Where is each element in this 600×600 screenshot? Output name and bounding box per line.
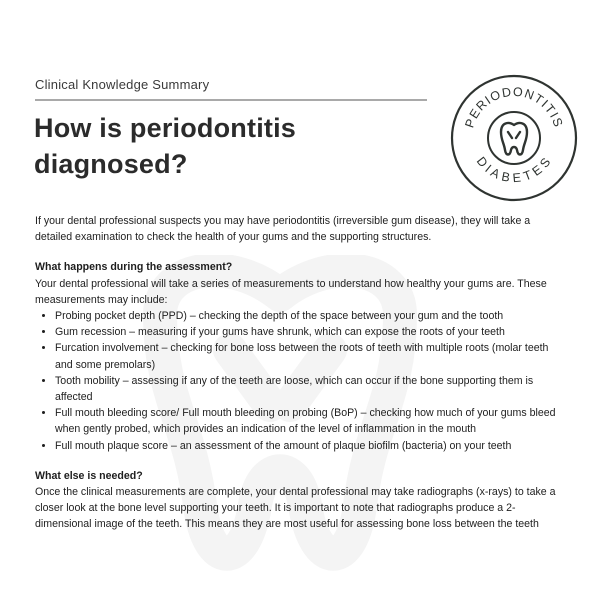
document-body — [35, 213, 567, 533]
page-title: How is periodontitis diagnosed? — [34, 113, 297, 179]
section-paragraph: Once the clinical measurements are complete, your dental professional may take radiographs (x-rays) to take a closer look at the bone level supporting your teeth. It is important to note that radiographs produce a 2-dimensional image of the teeth. This means they are most useful for assessing bone loss between the teeth — [35, 486, 556, 531]
document-kicker: Clinical Knowledge Summary — [35, 77, 210, 92]
list-item: • Full mouth plaque score – an assessment of the amount of plaque biofilm (bacteria) on your teeth — [55, 438, 567, 454]
header-divider — [35, 99, 427, 101]
measurement-list — [35, 308, 567, 454]
intro-paragraph: If your dental professional suspects you may have periodontitis (irreversible gum disease), they will take a detailed examination to check the health of your gums and the supporting structures. — [35, 215, 531, 244]
logo-top-text: PERIODONTITIS — [462, 84, 566, 130]
section-paragraph: Your dental professional will take a series of measurements to understand how healthy your gums are. These measurements may include: — [35, 277, 547, 306]
assessment-section — [35, 259, 567, 453]
list-item: • Full mouth bleeding score/ Full mouth bleeding on probing (BoP) – checking how much of your gums bleed when gently probed, which provides an indication of the level of inflammation in the mouth — [55, 405, 567, 437]
list-item: • Gum recession – measuring if your gums have shrunk, which can expose the roots of your teeth — [55, 324, 567, 340]
logo-bottom-text: DIABETES — [473, 154, 555, 186]
section-heading: What else is needed? — [35, 469, 143, 482]
section-heading: What happens during the assessment? — [35, 261, 233, 274]
list-item: • Furcation involvement – checking for bone loss between the roots of teeth with multiple roots (molar teeth and some premolars) — [55, 340, 567, 372]
what-else-section — [35, 468, 567, 533]
periodontitis-diabetes-logo — [448, 72, 580, 204]
list-item: • Probing pocket depth (PPD) – checking the depth of the space between your gum and the tooth — [55, 308, 567, 324]
tooth-icon — [501, 123, 527, 154]
list-item: • Tooth mobility – assessing if any of the teeth are loose, which can occur if the bone supporting them is affected — [55, 373, 567, 405]
